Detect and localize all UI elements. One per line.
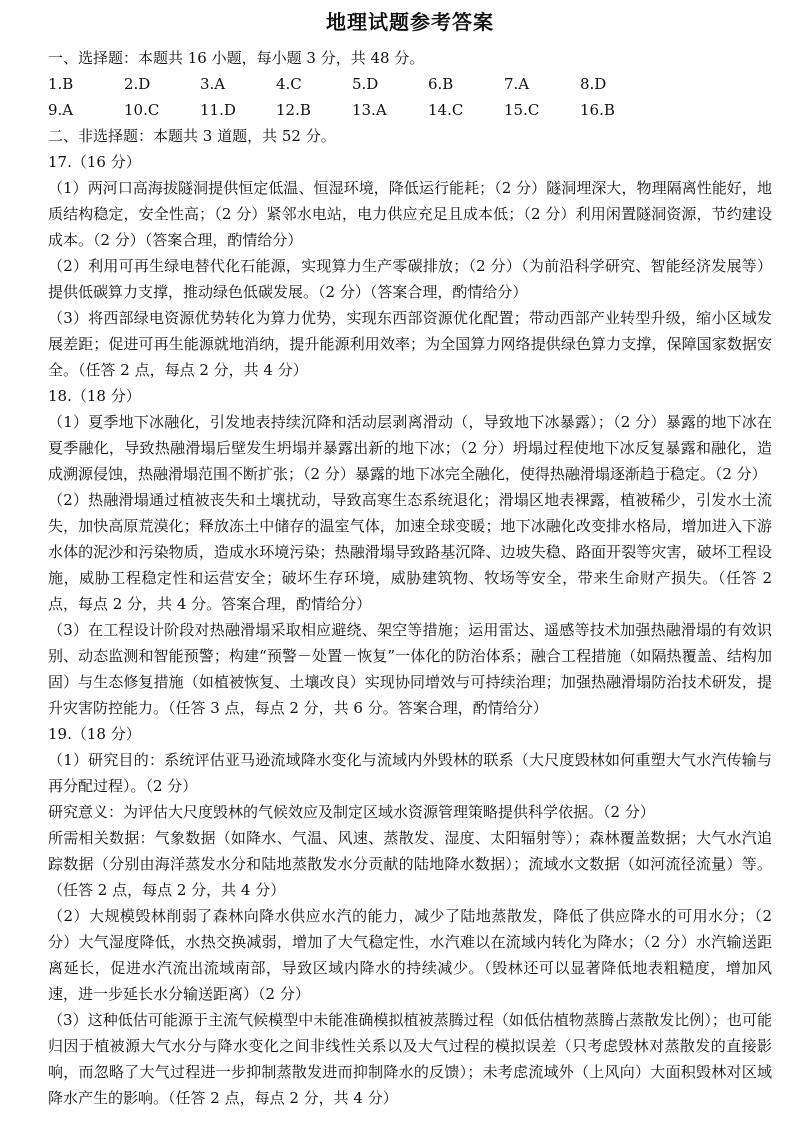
answer-item: 12.B xyxy=(276,101,311,119)
question-19-answer-3: （3）这种低估可能源于主流气候模型中未能准确模拟植被蒸腾过程（如低估植物蒸腾占蒸散发比例）；也可能归因于植被源大气水分与降水变化之间非线性关系以及大气过程的模拟误差（只考虑毁林对蒸散发的直接影响，而忽略了大气过程进一步抑制蒸散发进而抑制降水的反馈）；未考虑流域外（上风向）大面积毁林对区域降水产生的影响。（任答 2 点，每点 2 分，共 4 分） xyxy=(48,1011,772,1107)
question-17-answer-1: （1）两河口高海拔隧洞提供恒定低温、恒湿环境，降低运行能耗；（2 分）隧洞埋深大，物理隔离性能好，地质结构稳定，安全性高；（2 分）紧邻水电站，电力供应充足且成本低；（2 分）利用闲置隧洞资源，节约建设成本。（2 分）（答案合理，酌情给分） xyxy=(48,179,772,249)
answer-item: 2.D xyxy=(124,75,151,93)
choice-answers xyxy=(48,71,772,123)
answer-item: 5.D xyxy=(352,75,379,93)
answer-row xyxy=(48,71,772,97)
answer-item: 4.C xyxy=(276,75,302,93)
question-19-significance: 研究意义：为评估大尺度毁林的气候效应及制定区域水资源管理策略提供科学依据。（2 分） xyxy=(48,803,655,821)
answer-row xyxy=(48,97,772,123)
question-19-answer-1: （1）研究目的：系统评估亚马逊流域降水变化与流域内外毁林的联系（大尺度毁林如何重塑大气水汽传输与再分配过程）。（2 分） xyxy=(48,751,772,795)
question-18-answer-2: （2）热融滑塌通过植被丧失和土壤扰动，导致高寒生态系统退化；滑塌区地表裸露，植被稀少，引发水土流失，加快高原荒漠化；释放冻土中储存的温室气体，加速全球变暖；地下冰融化改变排水格局，增加进入下游水体的泥沙和污染物质，造成水环境污染；热融滑塌导致路基沉降、边坡失稳、路面开裂等灾害，破坏工程设施，威胁工程稳定性和运营安全；破坏生存环境，威胁建筑物、牧场等安全，带来生命财产损失。（任答 2 点，每点 2 分，共 4 分。答案合理，酌情给分） xyxy=(48,491,772,613)
question-18-answer-1: （1）夏季地下冰融化，引发地表持续沉降和活动层剥离滑动（，导致地下冰暴露）；（2 分）暴露的地下冰在夏季融化，导致热融滑塌后壁发生坍塌并暴露出新的地下冰；（2 分）坍塌过程使地下冰反复暴露和融化，造成溯源侵蚀，热融滑塌范围不断扩张；（2 分）暴露的地下冰完全融化，使得热融滑塌逐渐趋于稳定。（2 分） xyxy=(48,413,772,483)
answer-item: 9.A xyxy=(48,101,74,119)
question-17-answer-3: （3）将西部绿电资源优势转化为算力优势，实现东西部资源优化配置；带动西部产业转型升级，缩小区域发展差距；促进可再生能源就地消纳，提升能源利用效率；为全国算力网络提供绿色算力支撑，保障国家数据安全。（任答 2 点，每点 2 分，共 4 分） xyxy=(48,309,772,379)
answer-item: 11.D xyxy=(200,101,236,119)
question-19-header: 19.（18 分） xyxy=(48,725,141,743)
answer-item: 14.C xyxy=(428,101,464,119)
answer-item: 7.A xyxy=(504,75,530,93)
answer-item: 10.C xyxy=(124,101,160,119)
question-19-answer-2: （2）大规模毁林削弱了森林向降水供应水汽的能力，减少了陆地蒸散发，降低了供应降水的可用水分；（2 分）大气湿度降低，水热交换减弱，增加了大气稳定性，水汽难以在流域内转化为降水；（2 分）水汽输送距离延长，促进水汽流出流域南部，导致区域内降水的持续减少。（毁林还可以显著降低地表粗糙度，增加风速，进一步延长水分输送距离）（2 分） xyxy=(48,907,772,1003)
question-18-answer-3: （3）在工程设计阶段对热融滑塌采取相应避绕、架空等措施；运用雷达、遥感等技术加强热融滑塌的有效识别、动态监测和智能预警；构建“预警－处置－恢复”一体化的防治体系；融合工程措施（如隔热覆盖、结构加固）与生态修复措施（如植被恢复、土壤改良）实现协同增效与可持续治理；加强热融滑塌防治技术研发，提升灾害防控能力。（任答 3 点，每点 2 分，共 6 分。答案合理，酌情给分） xyxy=(48,621,772,717)
answer-item: 6.B xyxy=(428,75,454,93)
answer-item: 16.B xyxy=(580,101,615,119)
part1-heading: 一、选择题：本题共 16 小题，每小题 3 分，共 48 分。 xyxy=(48,49,425,67)
question-17-answer-2: （2）利用可再生绿电替代化石能源，实现算力生产零碳排放；（2 分）（为前沿科学研究、智能经济发展等）提供低碳算力支撑，推动绿色低碳发展。（2 分）（答案合理，酌情给分） xyxy=(48,257,772,301)
question-18-header: 18.（18 分） xyxy=(48,387,141,405)
answer-item: 3.A xyxy=(200,75,226,93)
part2-heading: 二、非选择题：本题共 3 道题，共 52 分。 xyxy=(48,127,336,145)
answer-item: 15.C xyxy=(504,101,540,119)
answer-item: 8.D xyxy=(580,75,607,93)
question-17-header: 17.（16 分） xyxy=(48,153,141,171)
page-title: 地理试题参考答案 xyxy=(326,10,494,34)
answer-item: 1.B xyxy=(48,75,74,93)
question-19-data-needed: 所需相关数据：气象数据（如降水、气温、风速、蒸散发、湿度、太阳辐射等）；森林覆盖数据；大气水汽追踪数据（分别由海洋蒸发水分和陆地蒸散发水分贡献的陆地降水数据）；流域水文数据（如河流径流量）等。（任答 2 点，每点 2 分，共 4 分） xyxy=(48,829,772,899)
answer-item: 13.A xyxy=(352,101,387,119)
